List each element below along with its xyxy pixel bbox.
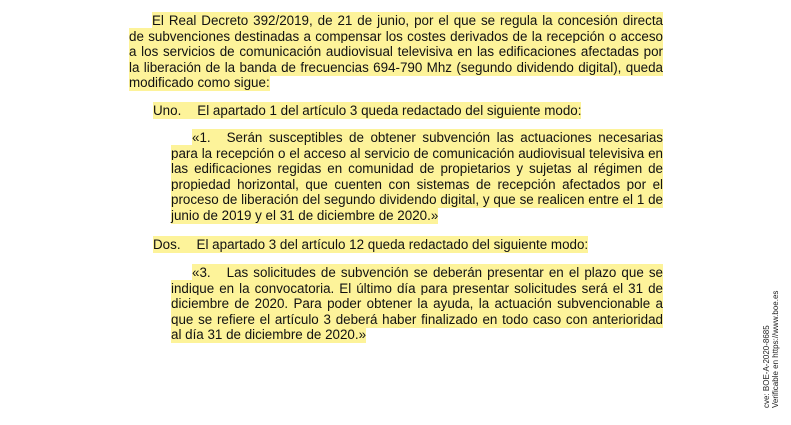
cve-side-note xyxy=(762,291,780,408)
quote3-text: Las solicitudes de subvención se deberán presentar en el plazo que se indique en la convocatoria. El último día para presentar solicitudes será el 31 de diciembre de 2020. Para poder obtener la ayuda, la actuación subvencionable a que se refiere el artículo 3 deberá haber finalizado en todo caso con anterioridad al día 31 de diciembre de 2020.» xyxy=(171,265,663,343)
intro-text: El Real Decreto 392/2019, de 21 de junio, por el que se regula la concesión directa de subvenciones destinadas a compensar los costes derivados de la recepción o acceso a los servicios de comunicación audiovisual televisiva en las edificaciones afectadas por la liberación de la banda de frecuencias 694-790 Mhz (segundo dividendo digital), queda modificado como sigue: xyxy=(129,13,663,91)
quoted-paragraph-3 xyxy=(171,265,663,343)
quote1-text: Serán susceptibles de obtener subvención las actuaciones necesarias para la recepción o el acceso al servicio de comunicación audiovisual televisiva en las edificaciones regidas en comunidad de propietarios y sujetas al régimen de propiedad horizontal, que cuenten con sistemas de recepción afectados por el proceso de liberación del segundo dividendo digital, y que se realicen entre el 1 de junio de 2019 y el 31 de diciembre de 2020.» xyxy=(171,130,663,223)
intro-paragraph xyxy=(129,13,663,91)
item-dos-label: Dos. xyxy=(153,237,181,252)
item-uno xyxy=(153,103,623,119)
item-dos xyxy=(153,237,623,253)
item-uno-text: El apartado 1 del artículo 3 queda redactado del siguiente modo: xyxy=(197,103,582,118)
item-uno-label: Uno. xyxy=(153,103,182,118)
item-dos-text: El apartado 3 del artículo 12 queda redactado del siguiente modo: xyxy=(196,237,589,252)
verify-url: Verificable en https://www.boe.es xyxy=(771,290,780,408)
quote3-number: «3. xyxy=(192,265,211,280)
cve-code: cve: BOE-A-2020-8685 xyxy=(762,325,771,408)
quote1-number: «1. xyxy=(192,130,211,145)
quoted-paragraph-1 xyxy=(171,130,663,224)
